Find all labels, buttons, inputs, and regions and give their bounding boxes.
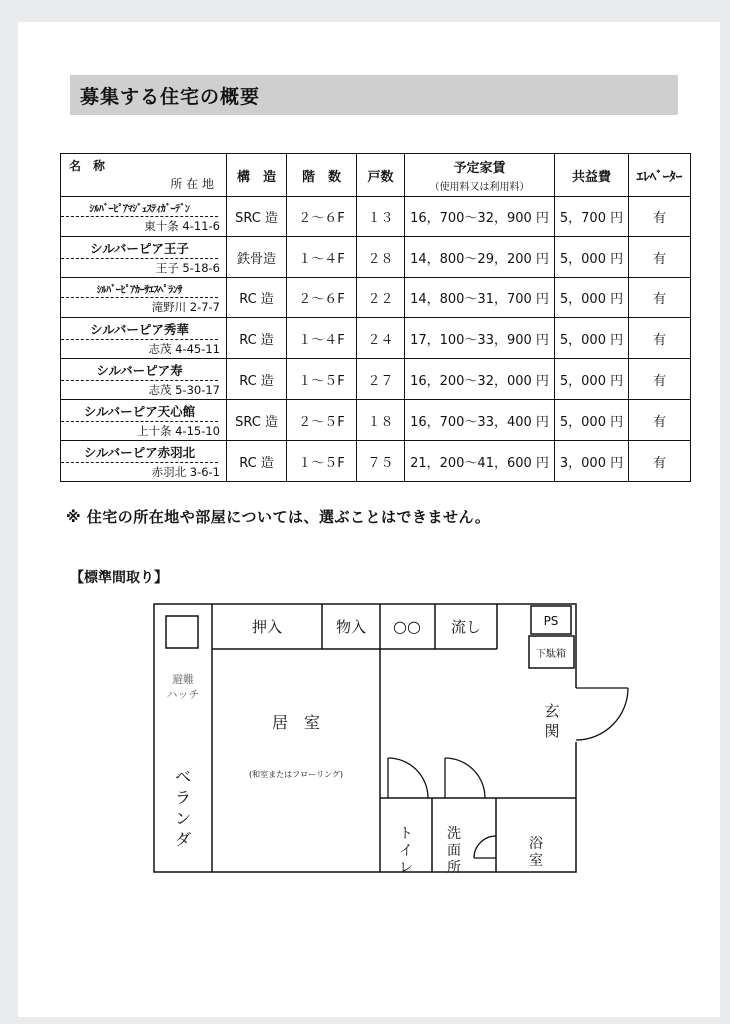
table-row — [61, 318, 691, 359]
name-cell — [61, 278, 227, 318]
rent-cell: 14，800～29，200 円 — [405, 237, 555, 278]
floors-cell: １～４F — [287, 318, 357, 359]
rent-cell: 14，800～31，700 円 — [405, 278, 555, 318]
entrance-label-1: 玄 — [544, 702, 560, 720]
elevator-cell: 有 — [629, 400, 691, 441]
units-cell: ７５ — [357, 441, 405, 482]
stove-label: ○○ — [393, 617, 421, 636]
common-fee-cell: 3，000 円 — [555, 441, 629, 482]
washroom-label-3: 所 — [447, 860, 461, 876]
units-cell: ２４ — [357, 318, 405, 359]
header-common-fee: 共益費 — [555, 154, 629, 197]
elevator-cell: 有 — [629, 318, 691, 359]
bath-label-2: 室 — [529, 853, 543, 869]
veranda-label-1: ベ — [174, 767, 192, 786]
housing-table — [60, 153, 691, 482]
floor-plan-title: 【標準間取り】 — [70, 570, 168, 586]
header-rent — [405, 154, 555, 197]
living-room-label: 居 室 — [271, 713, 321, 732]
housing-address: 王子 5-18-6 — [155, 261, 220, 275]
housing-name: シルバーピア寿 — [61, 359, 218, 381]
veranda-label-3: ン — [174, 809, 192, 828]
structure-cell: SRC 造 — [227, 197, 287, 237]
housing-name: シルバーピア赤羽北 — [61, 441, 218, 463]
housing-address: 上十条 4-15-10 — [136, 424, 220, 438]
living-room-note: (和室またはフローリング) — [248, 770, 344, 779]
veranda-label-2: ラ — [174, 788, 192, 807]
washroom-label-2: 面 — [447, 843, 461, 859]
name-cell — [61, 441, 227, 482]
toilet-label-3: レ — [399, 860, 413, 876]
name-cell — [61, 237, 227, 278]
housing-address: 赤羽北 3-6-1 — [151, 465, 220, 479]
elevator-cell: 有 — [629, 359, 691, 400]
common-fee-cell: 5，700 円 — [555, 197, 629, 237]
units-cell: ２８ — [357, 237, 405, 278]
floors-cell: ２～６F — [287, 197, 357, 237]
section-title: 募集する住宅の概要 — [70, 75, 678, 115]
units-cell: １８ — [357, 400, 405, 441]
table-row — [61, 278, 691, 318]
header-location: 所 在 地 — [170, 177, 214, 191]
elevator-cell: 有 — [629, 441, 691, 482]
veranda-label-4: ダ — [174, 830, 192, 849]
rent-cell: 16，200～32，000 円 — [405, 359, 555, 400]
sink-label: 流し — [450, 618, 482, 636]
header-elevator: ｴﾚﾍﾞｰﾀｰ — [629, 154, 691, 197]
elevator-cell: 有 — [629, 278, 691, 318]
housing-address: 志茂 5-30-17 — [148, 383, 220, 397]
units-cell: ２２ — [357, 278, 405, 318]
hatch-label-2: ハッチ — [166, 688, 200, 701]
rent-cell: 16，700～33，400 円 — [405, 400, 555, 441]
common-fee-cell: 5，000 円 — [555, 400, 629, 441]
hatch-label-1: 避難 — [172, 673, 194, 686]
oshiire-label: 押入 — [251, 618, 283, 636]
washroom-label-1: 洗 — [447, 826, 461, 842]
toilet-label-1: ト — [399, 826, 413, 842]
housing-address: 滝野川 2-7-7 — [151, 300, 220, 314]
floors-cell: １～４F — [287, 237, 357, 278]
structure-cell: SRC 造 — [227, 400, 287, 441]
toilet-label-2: イ — [399, 843, 413, 859]
units-cell: １３ — [357, 197, 405, 237]
floors-cell: ２～５F — [287, 400, 357, 441]
structure-cell: RC 造 — [227, 359, 287, 400]
name-cell — [61, 318, 227, 359]
table-row — [61, 359, 691, 400]
housing-name: ｼﾙﾊﾞｰﾋﾟｱﾏｼﾞｪｽﾃｨｶﾞｰﾃﾞﾝ — [61, 198, 218, 217]
rent-cell: 17，100～33，900 円 — [405, 318, 555, 359]
floor-plan-diagram — [148, 600, 638, 900]
name-cell — [61, 197, 227, 237]
header-units: 戸数 — [357, 154, 405, 197]
entrance-label-2: 関 — [544, 722, 560, 740]
common-fee-cell: 5，000 円 — [555, 237, 629, 278]
housing-name: ｼﾙﾊﾞｰﾋﾟｱｶｰｻｴｽﾍﾟﾗﾝｻ — [61, 279, 218, 298]
common-fee-cell: 5，000 円 — [555, 318, 629, 359]
structure-cell: 鉄骨造 — [227, 237, 287, 278]
common-fee-cell: 5，000 円 — [555, 278, 629, 318]
document-page — [18, 22, 720, 1017]
floors-cell: ２～６F — [287, 278, 357, 318]
units-cell: ２７ — [357, 359, 405, 400]
hatch-box — [166, 616, 198, 648]
header-name-location — [61, 154, 227, 197]
structure-cell: RC 造 — [227, 441, 287, 482]
ps-label: PS — [543, 614, 559, 628]
common-fee-cell: 5，000 円 — [555, 359, 629, 400]
table-body — [61, 197, 691, 482]
table-row — [61, 400, 691, 441]
elevator-cell: 有 — [629, 237, 691, 278]
name-cell — [61, 400, 227, 441]
header-structure: 構 造 — [227, 154, 287, 197]
shoe-box-label: 下駄箱 — [536, 649, 566, 660]
header-name: 名 称 — [69, 159, 106, 173]
rent-cell: 16，700～32，900 円 — [405, 197, 555, 237]
table-row — [61, 237, 691, 278]
housing-name: シルバーピア天心館 — [61, 400, 218, 422]
structure-cell: RC 造 — [227, 318, 287, 359]
monoire-label: 物入 — [335, 618, 367, 636]
table-row — [61, 441, 691, 482]
structure-cell: RC 造 — [227, 278, 287, 318]
table-row — [61, 197, 691, 237]
housing-address: 東十条 4-11-6 — [144, 219, 220, 233]
header-rent-sub: （使用料又は利用料） — [429, 182, 530, 193]
bath-label-1: 浴 — [529, 836, 543, 852]
housing-address: 志茂 4-45-11 — [148, 342, 220, 356]
elevator-cell: 有 — [629, 197, 691, 237]
floors-cell: １～５F — [287, 359, 357, 400]
outer-wall — [154, 604, 576, 872]
header-rent-main: 予定家賃 — [453, 161, 506, 176]
housing-name: シルバーピア秀華 — [61, 318, 218, 340]
floors-cell: １～５F — [287, 441, 357, 482]
name-cell — [61, 359, 227, 400]
header-floors: 階 数 — [287, 154, 357, 197]
rent-cell: 21，200～41，600 円 — [405, 441, 555, 482]
selection-note: ※ 住宅の所在地や部屋については、選ぶことはできません。 — [66, 508, 491, 526]
table-header-row — [61, 154, 691, 197]
housing-name: シルバーピア王子 — [61, 237, 218, 259]
